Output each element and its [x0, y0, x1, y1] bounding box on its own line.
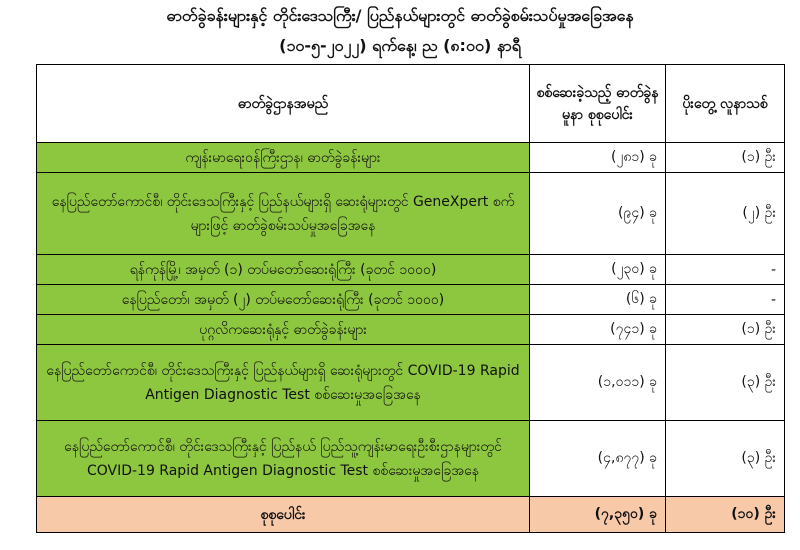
positive-cell: (၃) ဦး [666, 345, 785, 421]
tested-cell: (၂၈၁) ခု [530, 143, 666, 173]
positive-cell: - [666, 255, 785, 285]
lab-name-cell: ကျန်းမာရေးဝန်ကြီးဌာန၊ ဓာတ်ခွဲခန်းများ [37, 143, 530, 173]
tested-cell: (၆) ခု [530, 285, 666, 315]
total-tested: (၇,၃၅၀) ခု [530, 497, 666, 533]
tested-cell: (၇၄၁) ခု [530, 315, 666, 345]
lab-name-cell: နေပြည်တော်ကောင်စီ၊ တိုင်းဒေသကြီးနှင့် ပြည်နယ်များရှိ ဆေးရုံများတွင် COVID-19 Rapid Antigen Diagnostic Test စစ်ဆေးမှုအခြေအနေ [37, 345, 530, 421]
header-row [37, 65, 785, 143]
positive-cell: (၂) ဦး [666, 173, 785, 255]
header-lab-name: ဓာတ်ခွဲဌာနအမည် [37, 65, 530, 143]
table-row [37, 143, 785, 173]
table-row [37, 345, 785, 421]
table-row [37, 421, 785, 497]
positive-cell: (၁) ဦး [666, 143, 785, 173]
tested-cell: (၁,၀၁၁) ခု [530, 345, 666, 421]
lab-testing-table [36, 64, 785, 533]
positive-cell: - [666, 285, 785, 315]
tested-cell: (၂၃၀) ခု [530, 255, 666, 285]
tested-cell: (၄,၈၇၇) ခု [530, 421, 666, 497]
lab-name-cell: ပုဂ္ဂလိကဆေးရုံနှင့် ဓာတ်ခွဲခန်းများ [37, 315, 530, 345]
total-row [37, 497, 785, 533]
header-tested: စစ်ဆေးခဲ့သည့် ဓာတ်ခွဲနမူနာ စုစုပေါင်း [530, 65, 666, 143]
lab-name-cell: နေပြည်တော်၊ အမှတ် (၂) တပ်မတော်ဆေးရုံကြီး (ခုတင် ၁၀၀၀) [37, 285, 530, 315]
total-label: စုစုပေါင်း [37, 497, 530, 533]
table-row [37, 173, 785, 255]
tested-cell: (၉၄) ခု [530, 173, 666, 255]
table-row [37, 255, 785, 285]
header-positive: ပိုးတွေ့ လူနာသစ် [666, 65, 785, 143]
positive-cell: (၃) ဦး [666, 421, 785, 497]
positive-cell: (၁) ဦး [666, 315, 785, 345]
report-title: ဓာတ်ခွဲခန်းများနှင့် တိုင်းဒေသကြီး/ ပြည်နယ်များတွင် ဓာတ်ခွဲစမ်းသပ်မှုအခြေအနေ [166, 6, 634, 25]
total-positive: (၁၀) ဦး [666, 497, 785, 533]
table-row [37, 285, 785, 315]
lab-name-cell: ရန်ကုန်မြို့၊ အမှတ် (၁) တပ်မတော်ဆေးရုံကြီး (ခုတင် ၁၀၀၀) [37, 255, 530, 285]
report-date: (၁၀-၅-၂၀၂၂) ရက်နေ့၊ ည (၈:၀၀) နာရီ [279, 36, 521, 55]
lab-name-cell: နေပြည်တော်ကောင်စီ၊ တိုင်းဒေသကြီးနှင့် ပြည်နယ် ပြည်သူ့ကျန်းမာရေးဦးစီးဌာနများတွင် COVID-19 Rapid Antigen Diagnostic Test စစ်ဆေးမှုအခြေအနေ [37, 421, 530, 497]
table-row [37, 315, 785, 345]
lab-name-cell: နေပြည်တော်ကောင်စီ၊ တိုင်းဒေသကြီးနှင့် ပြည်နယ်များရှိ ဆေးရုံများတွင် GeneXpert စက်များဖြင့် ဓာတ်ခွဲစမ်းသပ်မှုအခြေအနေ [37, 173, 530, 255]
